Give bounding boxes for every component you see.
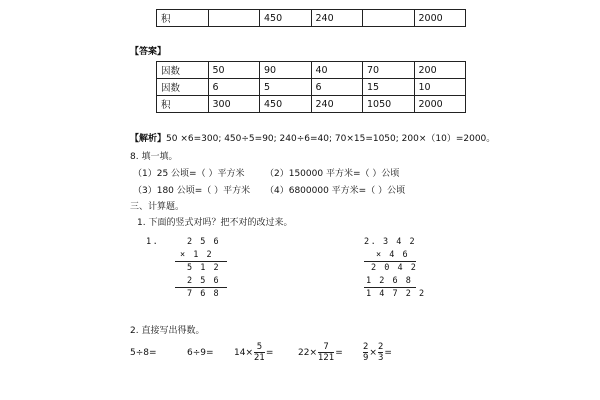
calc1-line: 2 5 6 [187, 276, 221, 286]
table-cell [363, 10, 415, 27]
numerator: 5 [256, 342, 263, 352]
table-row [157, 79, 466, 96]
denominator: 21 [254, 353, 265, 363]
expr-text: = [384, 347, 392, 358]
table-cell: 因数 [157, 79, 209, 96]
numerator: 7 [323, 342, 329, 352]
table-cell [208, 10, 260, 27]
q8-item-2: （2）150000 平方米=（ ）公顷 [265, 169, 400, 179]
expr-text: = [265, 347, 274, 358]
calc1-rule [175, 287, 227, 288]
numerator: 2 [363, 342, 369, 352]
calc1-line: 7 6 8 [187, 289, 221, 299]
expr-text: × [369, 347, 377, 358]
table-cell: 50 [208, 62, 260, 79]
q8-item-1: （1）25 公顷=（ ）平方米 [133, 169, 245, 179]
table-cell: 450 [260, 10, 312, 27]
calc1-line: × 1 2 [180, 250, 214, 260]
expr-text: 22× [298, 347, 317, 358]
expr-text: 5÷8= [130, 348, 157, 358]
expr-fraction-times-fraction [362, 342, 392, 363]
numerator: 2 [377, 342, 384, 352]
calc2-rule [364, 261, 416, 262]
q8-title: 8. 填一填。 [130, 152, 178, 162]
analysis-label: 【解析】 [130, 134, 167, 144]
calc2-line: 3 4 2 [383, 237, 417, 247]
fraction [254, 342, 265, 363]
expr-text: = [335, 347, 343, 358]
section3-q2: 2. 直接写出得数。 [130, 326, 205, 336]
q8-item-4: （4）6800000 平方米=（ ）公顷 [265, 186, 406, 196]
analysis-line [130, 131, 495, 144]
calc2-line: 2 0 4 2 [371, 263, 418, 273]
table-cell: 2000 [414, 96, 466, 113]
analysis-text: 50 ×6=300; 450÷5=90; 240÷6=40; 70×15=1050; 200×（10）=2000。 [166, 134, 496, 144]
table-cell: 40 [311, 62, 363, 79]
table-cell: 积 [157, 96, 209, 113]
fraction [378, 342, 383, 363]
table-cell: 15 [363, 79, 415, 96]
fraction [363, 342, 368, 363]
denominator: 121 [318, 353, 335, 363]
section3-title: 三、计算题。 [130, 202, 185, 212]
table-cell: 240 [311, 96, 363, 113]
table-row [157, 62, 466, 79]
calc2-line: 1 2 6 8 [366, 276, 413, 286]
table-cell: 70 [363, 62, 415, 79]
calc2-number: 2. [364, 237, 378, 247]
denominator: 3 [377, 353, 384, 363]
denominator: 9 [363, 353, 369, 363]
expr-22-times-fraction [298, 342, 343, 363]
calc1-number: 1. [146, 237, 160, 247]
table-cell: 1050 [363, 96, 415, 113]
table-cell: 90 [260, 62, 312, 79]
calc2-line: 1 4 7 2 2 [366, 289, 426, 299]
table-cell: 200 [414, 62, 466, 79]
table-cell: 2000 [414, 10, 466, 27]
table-cell: 240 [311, 10, 363, 27]
table-row [157, 10, 466, 27]
table-cell: 6 [208, 79, 260, 96]
calc1-line: 5 1 2 [187, 263, 221, 273]
top-table [156, 9, 466, 27]
answer-table [156, 61, 466, 113]
table-cell: 因数 [157, 62, 209, 79]
fraction [318, 342, 334, 363]
expr-text: 14× [234, 347, 253, 358]
table-cell: 积 [157, 10, 209, 27]
table-cell: 10 [414, 79, 466, 96]
table-cell: 450 [260, 96, 312, 113]
table-cell: 6 [311, 79, 363, 96]
expr-text: 6÷9= [187, 348, 214, 358]
calc2-rule [364, 287, 416, 288]
table-cell: 5 [260, 79, 312, 96]
calc1-rule [175, 261, 227, 262]
expr-14-times-fraction [234, 342, 273, 363]
expr-6-div-9 [187, 348, 214, 358]
calc2-line: × 4 6 [376, 250, 410, 260]
q8-item-3: （3）180 公顷=（ ）平方米 [133, 186, 251, 196]
expr-5-div-8 [130, 348, 157, 358]
table-row [157, 96, 466, 113]
table-cell: 300 [208, 96, 260, 113]
calc1-line: 2 5 6 [187, 237, 221, 247]
section3-q1: 1. 下面的竖式对吗？把不对的改过来。 [137, 218, 293, 228]
answer-label: 【答案】 [130, 47, 167, 57]
